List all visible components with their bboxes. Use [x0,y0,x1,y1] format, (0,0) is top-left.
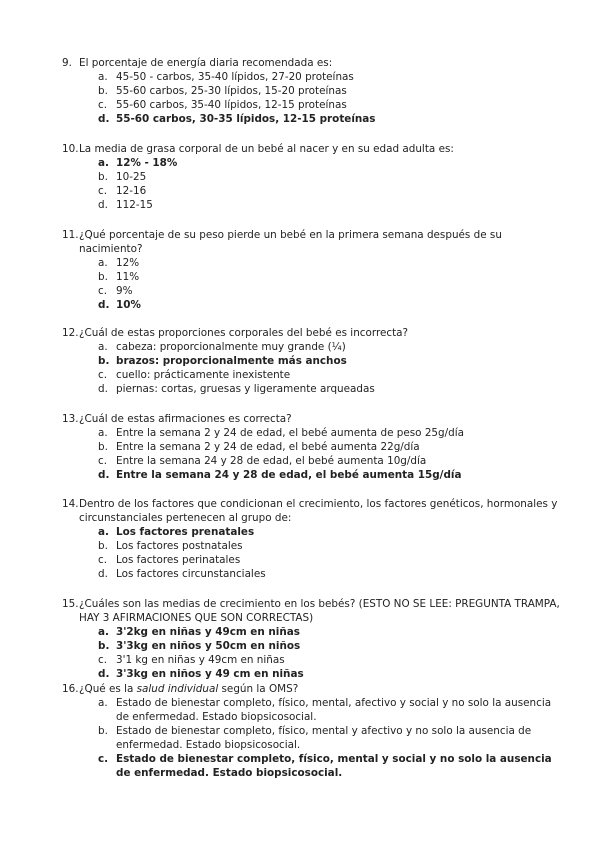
option-a-correct: a. 3'2kg en niñas y 49cm en niñas [98,626,300,638]
question-12 [62,326,562,396]
question-text: ¿Cuál de estas afirmaciones es correcta? [79,413,292,425]
question-text: ¿Cuáles son las medias de crecimiento en los bebés? (ESTO NO SE LEE: PREGUNTA TRAMPA, HAY 3 AFIRMACIONES QUE SON CORRECTAS) [79,598,560,624]
question-14 [62,497,562,581]
question-text: El porcentaje de energía diaria recomendada es: [79,57,333,69]
option-b-correct: b. 3'3kg en niños y 50cm en niños [98,640,301,653]
question-number: 10. [62,143,79,155]
question-stem [62,597,562,625]
option-a: a. Estado de bienestar completo, físico, mental, afectivo y social y no solo la ausencia de enfermedad. Estado biopsicosocial. [98,697,552,724]
option-c: c. cuello: prácticamente inexistente [98,369,291,382]
question-number: 9. [62,57,72,69]
option-a-correct: a. 12% - 18% [98,157,178,169]
option-d: d. 112-15 [98,199,153,212]
option-d-correct: d. Entre la semana 24 y 28 de edad, el bebé aumenta 15g/día [98,469,462,482]
option-a: a. cabeza: proporcionalmente muy grande (¼) [98,341,346,353]
option-d: d. Los factores circunstanciales [98,568,266,581]
question-stem [62,142,562,156]
option-b: b. 10-25 [98,171,147,184]
option-c: c. 55-60 carbos, 35-40 lípidos, 12-15 proteínas [98,99,347,112]
question-number: 13. [62,413,79,425]
option-d-correct: d. 3'3kg en niños y 49 cm en niñas [98,668,304,681]
option-c: c. 9% [98,285,133,298]
question-text: Dentro de los factores que condicionan el crecimiento, los factores genéticos, hormonales y circunstanciales pertenecen al grupo de: [79,498,558,524]
option-c-correct: c. Estado de bienestar completo, físico, mental y social y no solo la ausencia de enfermedad. Estado biopsicosocial. [98,753,552,780]
question-stem [62,56,562,70]
question-number: 15. [62,598,79,610]
option-a: a. 45-50 - carbos, 35-40 lípidos, 27-20 proteínas [98,71,354,83]
option-b: b. Entre la semana 2 y 24 de edad, el bebé aumenta 22g/día [98,441,420,454]
italic-term: salud individual [136,683,219,695]
option-b: b. 11% [98,271,140,284]
option-c: c. 12-16 [98,185,147,198]
question-text: ¿Qué porcentaje de su peso pierde un bebé en la primera semana después de su nacimiento? [79,229,502,255]
option-b: b. 55-60 carbos, 25-30 lípidos, 15-20 proteínas [98,85,347,98]
option-c: c. 3'1 kg en niñas y 49cm en niñas [98,654,285,667]
question-stem [62,682,562,696]
question-text: La media de grasa corporal de un bebé al nacer y en su edad adulta es: [79,143,454,155]
option-a: a. 12% [98,257,140,269]
option-d-correct: d. 55-60 carbos, 30-35 lípidos, 12-15 proteínas [98,113,376,126]
question-13 [62,412,562,482]
question-16 [62,682,562,781]
question-11 [62,228,562,312]
option-d: d. piernas: cortas, gruesas y ligeramente arqueadas [98,383,375,396]
question-text: ¿Cuál de estas proporciones corporales del bebé es incorrecta? [79,327,409,339]
question-stem [62,228,562,256]
question-text: ¿Qué es la salud individual según la OMS? [79,683,299,695]
option-d-correct: d. 10% [98,299,141,312]
question-stem [62,412,562,426]
question-number: 16. [62,683,79,695]
question-number: 11. [62,229,79,241]
option-c: c. Los factores perinatales [98,554,241,567]
question-10 [62,142,562,212]
question-15 [62,597,562,681]
option-b-correct: b. brazos: proporcionalmente más anchos [98,355,347,368]
option-b: b. Estado de bienestar completo, físico, mental y afectivo y no solo la ausencia de enfermedad. Estado biopsicosocial. [98,725,532,752]
question-stem [62,497,562,525]
question-number: 12. [62,327,79,339]
question-stem [62,326,562,340]
option-b: b. Los factores postnatales [98,540,243,553]
option-c: c. Entre la semana 24 y 28 de edad, el bebé aumenta 10g/día [98,455,427,468]
question-number: 14. [62,498,79,510]
question-9 [62,56,562,126]
option-a: a. Entre la semana 2 y 24 de edad, el bebé aumenta de peso 25g/día [98,427,464,439]
option-a-correct: a. Los factores prenatales [98,526,255,538]
